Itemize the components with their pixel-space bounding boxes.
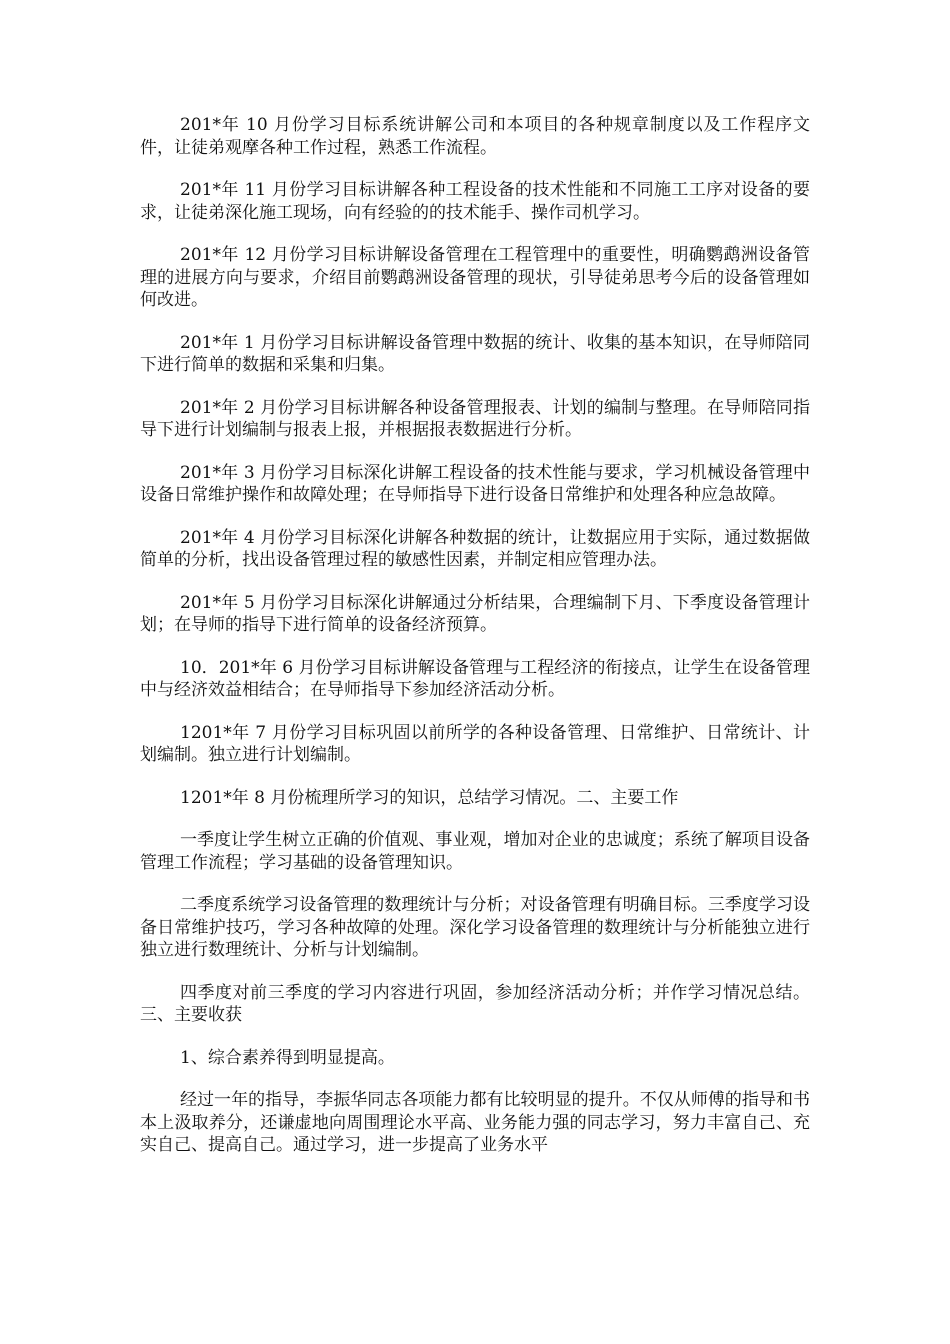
paragraph-gain-detail: 经过一年的指导，李振华同志各项能力都有比较明显的提升。不仅从师傅的指导和书本上汲取养分，还谦虚地向周围理论水平高、业务能力强的同志学习，努力丰富自己、充实自己、提高自己。通过学习，进一步提高了业务水平: [140, 1090, 810, 1155]
paragraph-jul-goal: 1201*年 7 月份学习目标巩固以前所学的各种设备管理、日常维护、日常统计、计划编制。独立进行计划编制。: [140, 722, 810, 765]
paragraph-jan-goal: 201*年 1 月份学习目标讲解设备管理中数据的统计、收集的基本知识，在导师陪同下进行简单的数据和采集和归集。: [140, 332, 810, 375]
paragraph-may-goal: 201*年 5 月份学习目标深化讲解通过分析结果，合理编制下月、下季度设备管理计划；在导师的指导下进行简单的设备经济预算。: [140, 592, 810, 635]
paragraph-q2-q3-work: 二季度系统学习设备管理的数理统计与分析；对设备管理有明确目标。三季度学习设备日常维护技巧，学习各种故障的处理。深化学习设备管理的数理统计与分析能独立进行独立进行数理统计、分析与计划编制。: [140, 895, 810, 960]
paragraph-nov-goal: 201*年 11 月份学习目标讲解各种工程设备的技术性能和不同施工工序对设备的要求，让徒弟深化施工现场，向有经验的的技术能手、操作司机学习。: [140, 180, 810, 223]
paragraph-aug-goal: 1201*年 8 月份梳理所学习的知识，总结学习情况。二、主要工作: [180, 787, 679, 808]
paragraph-apr-goal: 201*年 4 月份学习目标深化讲解各种数据的统计，让数据应用于实际，通过数据做简单的分析，找出设备管理过程的敏感性因素，并制定相应管理办法。: [140, 527, 810, 570]
paragraph-mar-goal: 201*年 3 月份学习目标深化讲解工程设备的技术性能与要求，学习机械设备管理中设备日常维护操作和故障处理；在导师指导下进行设备日常维护和处理各种应急故障。: [140, 462, 810, 505]
paragraph-feb-goal: 201*年 2 月份学习目标讲解各种设备管理报表、计划的编制与整理。在导师陪同指导下进行计划编制与报表上报，并根据报表数据进行分析。: [140, 397, 810, 440]
paragraph-oct-goal: 201*年 10 月份学习目标系统讲解公司和本项目的各种规章制度以及工作程序文件，让徒弟观摩各种工作过程，熟悉工作流程。: [140, 115, 810, 158]
paragraph-q1-work: 一季度让学生树立正确的价值观、事业观，增加对企业的忠诚度；系统了解项目设备管理工作流程；学习基础的设备管理知识。: [140, 830, 810, 873]
paragraph-dec-goal: 201*年 12 月份学习目标讲解设备管理在工程管理中的重要性，明确鹦鹉洲设备管理的进展方向与要求，介绍目前鹦鹉洲设备管理的现状，引导徒弟思考今后的设备管理如何改进。: [140, 245, 810, 310]
paragraph-jun-goal: 10．201*年 6 月份学习目标讲解设备管理与工程经济的衔接点，让学生在设备管理中与经济效益相结合；在导师指导下参加经济活动分析。: [140, 657, 810, 700]
paragraph-q4-work: 四季度对前三季度的学习内容进行巩固，参加经济活动分析；并作学习情况总结。三、主要收获: [140, 982, 810, 1025]
document-body: [140, 114, 810, 1177]
paragraph-gain-heading: 1、综合素养得到明显提高。: [180, 1047, 395, 1068]
